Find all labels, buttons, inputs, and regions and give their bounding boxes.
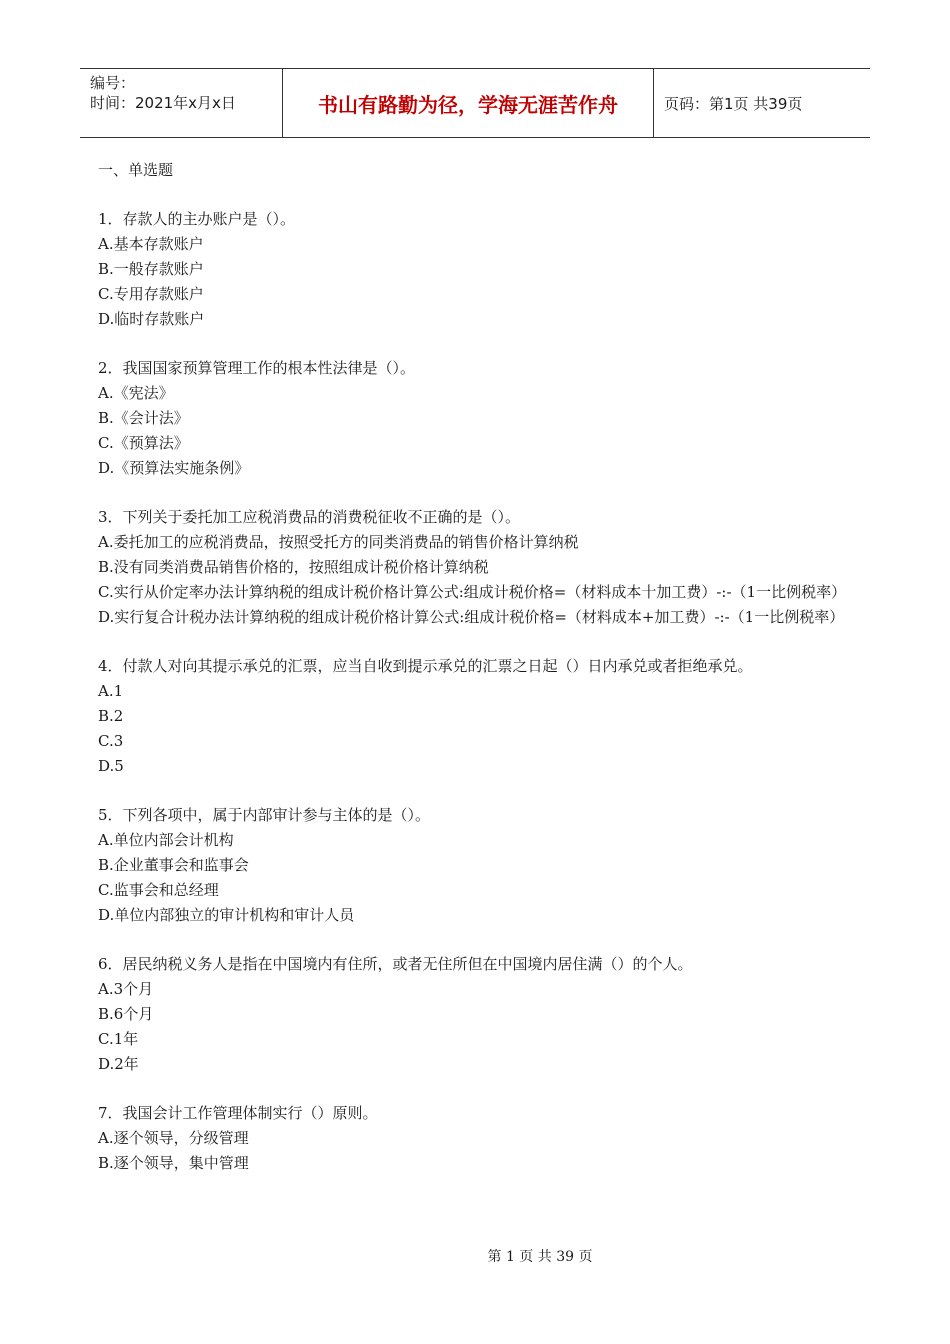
question-option: A.1 bbox=[98, 682, 124, 700]
question-5 bbox=[98, 803, 858, 928]
question-option: B.企业董事会和监事会 bbox=[98, 856, 249, 874]
question-option: A.逐个领导，分级管理 bbox=[98, 1129, 249, 1147]
question-option: D.5 bbox=[98, 757, 124, 775]
question-option: B.6个月 bbox=[98, 1005, 154, 1023]
question-stem: 1．存款人的主办账户是（）。 bbox=[98, 210, 296, 228]
question-option: B.《会计法》 bbox=[98, 409, 189, 427]
question-2 bbox=[98, 356, 858, 481]
question-option: C.监事会和总经理 bbox=[98, 881, 219, 899]
document-body bbox=[98, 158, 858, 1176]
page-header bbox=[80, 68, 870, 138]
question-option: C.专用存款账户 bbox=[98, 285, 204, 303]
header-info bbox=[80, 69, 282, 137]
document-code-label: 编号： bbox=[90, 74, 136, 92]
question-7 bbox=[98, 1101, 858, 1176]
header-page-number: 页码：第1页 共39页 bbox=[664, 94, 803, 113]
question-option: D.实行复合计税办法计算纳税的组成计税价格计算公式:组成计税价格=（材料成本+加工费）-:-（1一比例税率） bbox=[98, 608, 845, 626]
question-option: C.《预算法》 bbox=[98, 434, 189, 452]
question-option: A.基本存款账户 bbox=[98, 235, 204, 253]
question-option: A.《宪法》 bbox=[98, 384, 174, 402]
question-1 bbox=[98, 207, 858, 332]
question-option: B.没有同类消费品销售价格的，按照组成计税价格计算纳税 bbox=[98, 558, 489, 576]
question-option: B.逐个领导，集中管理 bbox=[98, 1154, 249, 1172]
question-option: B.2 bbox=[98, 707, 124, 725]
question-option: A.单位内部会计机构 bbox=[98, 831, 234, 849]
question-option: D.临时存款账户 bbox=[98, 310, 205, 328]
question-option: B.一般存款账户 bbox=[98, 260, 204, 278]
question-stem: 5．下列各项中，属于内部审计参与主体的是（）。 bbox=[98, 806, 431, 824]
question-3 bbox=[98, 505, 858, 630]
question-option: D.2年 bbox=[98, 1055, 139, 1073]
question-option: D.《预算法实施条例》 bbox=[98, 459, 250, 477]
question-option: C.实行从价定率办法计算纳税的组成计税价格计算公式:组成计税价格=（材料成本十加工费）-:-（1一比例税率） bbox=[98, 583, 847, 601]
document-time-label: 时间：2021年x月x日 bbox=[90, 94, 236, 112]
question-option: A.委托加工的应税消费品，按照受托方的同类消费品的销售价格计算纳税 bbox=[98, 533, 579, 551]
question-option: A.3个月 bbox=[98, 980, 154, 998]
question-option: C.1年 bbox=[98, 1030, 139, 1048]
question-option: C.3 bbox=[98, 732, 124, 750]
question-6 bbox=[98, 952, 858, 1077]
question-stem: 6．居民纳税义务人是指在中国境内有住所，或者无住所但在中国境内居住满（）的个人。 bbox=[98, 955, 693, 973]
question-stem: 7．我国会计工作管理体制实行（）原则。 bbox=[98, 1104, 378, 1122]
page-footer: 第 1 页 共 39 页 bbox=[487, 1249, 593, 1265]
question-stem: 3．下列关于委托加工应税消费品的消费税征收不正确的是（）。 bbox=[98, 508, 521, 526]
header-motto: 书山有路勤为径，学海无涯苦作舟 bbox=[282, 69, 654, 137]
question-option: D.单位内部独立的审计机构和审计人员 bbox=[98, 906, 355, 924]
question-4 bbox=[98, 654, 858, 779]
question-stem: 4．付款人对向其提示承兑的汇票，应当自收到提示承兑的汇票之日起（）日内承兑或者拒绝承兑。 bbox=[98, 657, 753, 675]
question-stem: 2．我国国家预算管理工作的根本性法律是（）。 bbox=[98, 359, 416, 377]
section-title: 一、单选题 bbox=[98, 161, 174, 179]
